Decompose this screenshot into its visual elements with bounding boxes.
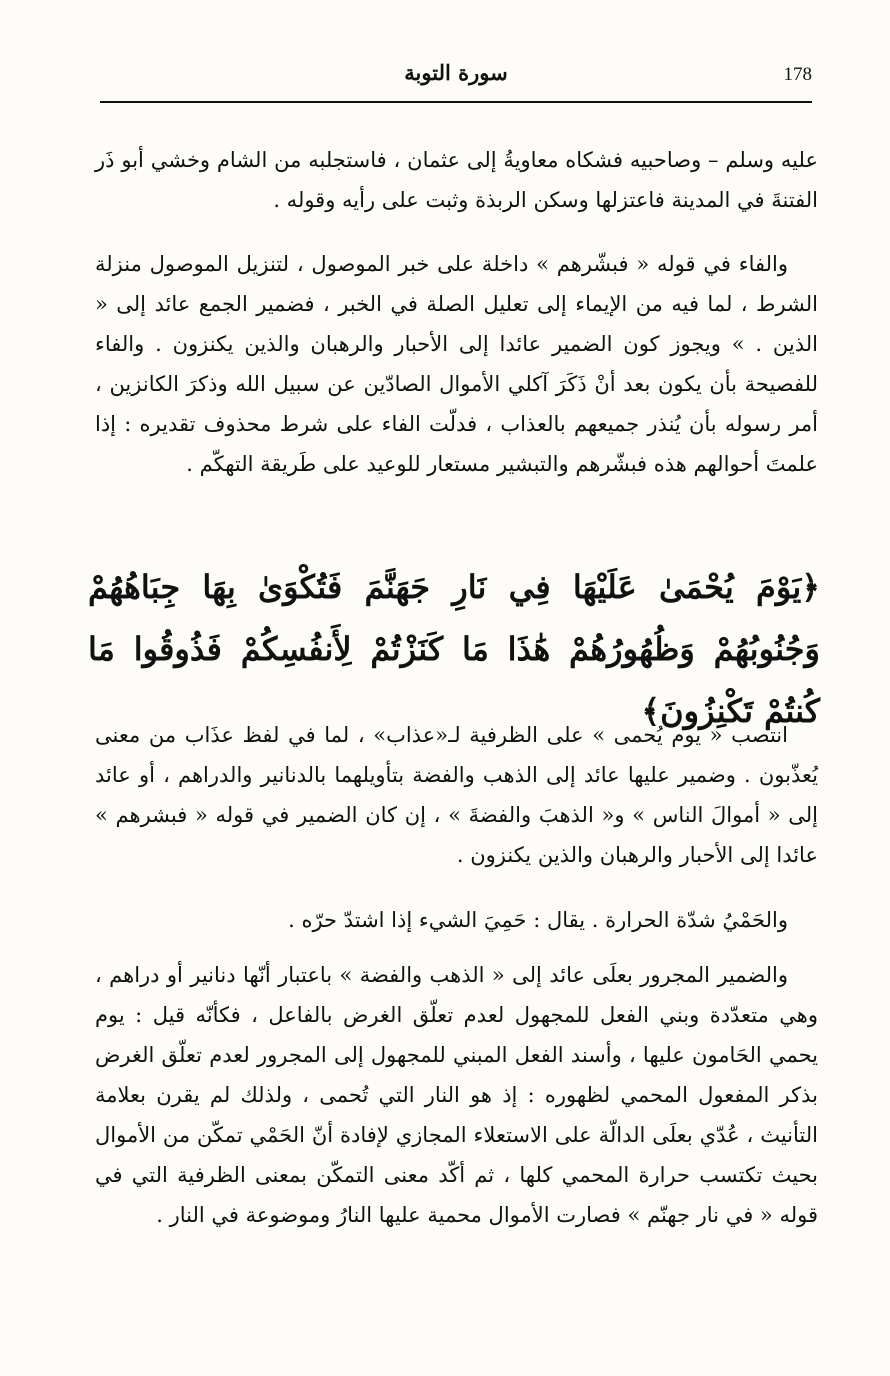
paragraph-5 [95,955,818,1235]
paragraph-3 [95,715,818,875]
paragraph-4-text: والحَمْيُ شدّة الحرارة . يقال : حَمِيَ الشيء إذا اشتدّ حرّه . [288,908,788,932]
paragraph-2 [95,244,818,484]
paragraph-1: عليه وسلم – وصاحبيه فشكاه معاويةُ إلى عثمان ، فاستجلبه من الشام وخشي أبو ذَر الفتنةَ في المدينة فاعتزلها وسكن الربذة وثبت على رأيه وقوله . [95,148,818,212]
running-title: سورة التوبة [404,60,508,85]
page-header [100,58,812,100]
header-divider [100,101,812,103]
paragraph-2-text: والفاء في قوله « فبشّرهم » داخلة على خبر الموصول ، لتنزيل الموصول منزلة الشرط ، لما فيه من الإيماء إلى تعليل الصلة في الخبر ، فضمير الجمع عائد إلى « الذين . » ويجوز كون الضمير عائدا إلى الأحبار والرهبان والذين يكنزون . والفاء للفصيحة بأن يكون بعد أنْ ذَكَرَ آكلي الأموال الصادّين عن سبيل الله وذكرَ الكانزين ، أمر رسوله بأن يُنذر جميعهم بالعذاب ، فدلّت الفاء على شرط محذوف تقديره : إذا علمتَ أحوالهم هذه فبشّرهم والتبشير مستعار للوعيد على طَريقة التهكّم . [95,252,818,476]
quran-verse: ﴿يَوْمَ يُحْمَىٰ عَلَيْهَا فِي نَارِ جَهَنَّمَ فَتُكْوَىٰ بِهَا جِبَاهُهُمْ وَجُنُوبُهُمْ وَظُهُورُهُمْ هَٰذَا مَا كَنَزْتُمْ لِأَنفُسِكُمْ فَذُوقُوا مَا كُنتُمْ تَكْنِزُونَ﴾ [88,568,820,730]
page-number: 178 [783,64,812,85]
paragraph-4 [95,900,818,940]
paragraph-3-text: انتصب « يوم يُحمى » على الظرفية لـ«عذاب» ، لما في لفظ عذَاب من معنى يُعذّبون . وضمير عليها عائد إلى الذهب والفضة بتأويلهما بالدنانير والدراهم ، أو عائد إلى « أموالَ الناس » و« الذهبَ والفضةَ » ، إن كان الضمير في قوله « فبشرهم » عائدا إلى الأحبار والرهبان والذين يكنزون . [95,723,818,867]
paragraph-5-text: والضمير المجرور بعلَى عائد إلى « الذهب والفضة » باعتبار أنّها دنانير أو دراهم ، وهي متعدّدة وبني الفعل للمجهول لعدم تعلّق الغرض بالفاعل ، فكأنّه قيل : يوم يحمي الحَامون عليها ، وأسند الفعل المبني للمجهول إلى المجرور لعدم تعلّق الغرض بذكر المفعول المحمي لظهوره : إذ هو النار التي تُحمى ، ولذلك لم يقرن بعلامة التأنيث ، عُدّي بعلَى الدالّة على الاستعلاء المجازي لإفادة أنّ الحَمْي تمكّن من الأموال بحيث تكتسب حرارة المحمي كلها ، ثم أكّد معنى التمكّن بمعنى الظرفية التي في قوله « في نار جهنّم » فصارت الأموال محمية عليها النارُ وموضوعة في النار . [95,963,818,1227]
